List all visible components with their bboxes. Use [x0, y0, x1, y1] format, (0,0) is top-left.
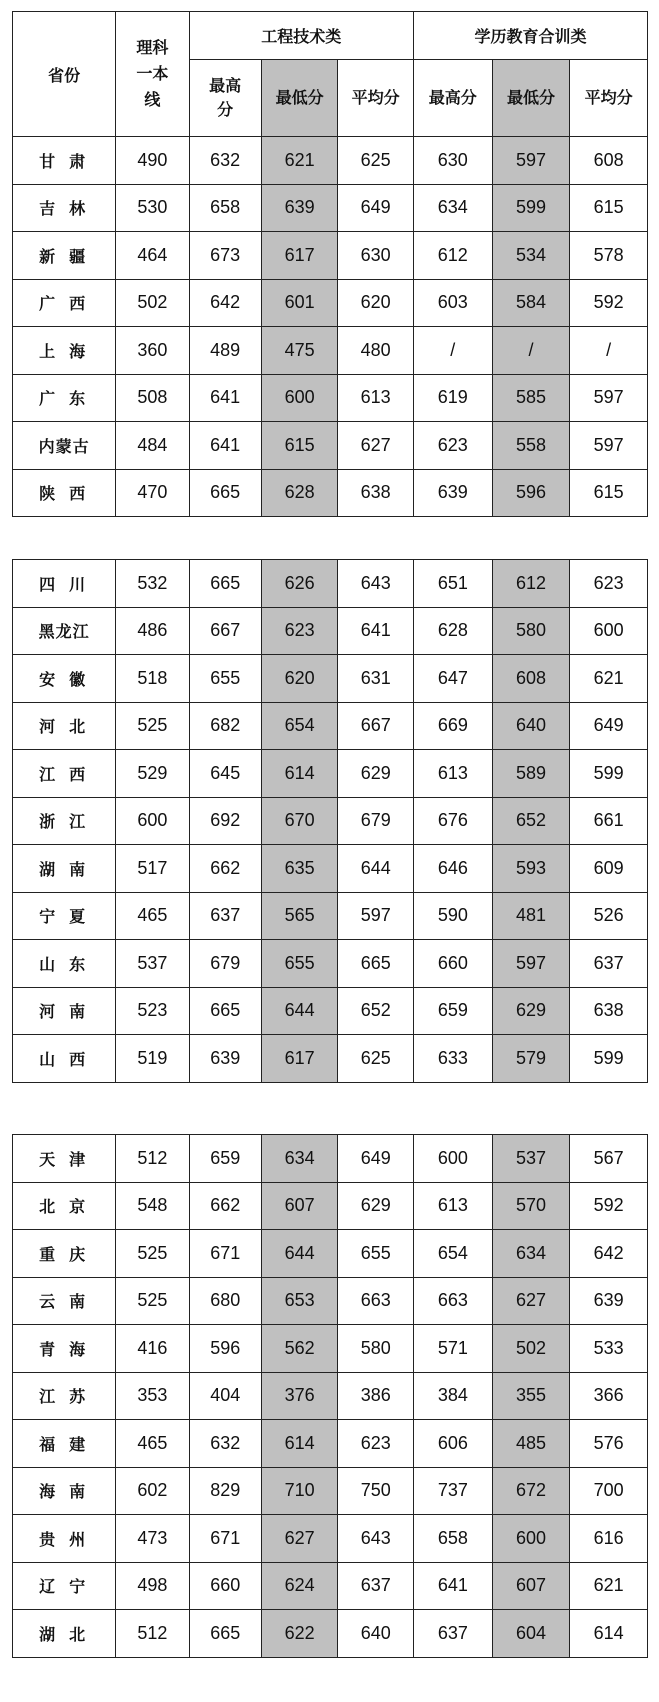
cell-edu-max: 654 [413, 1230, 492, 1278]
table-row [13, 1515, 648, 1563]
cell-eng-avg: 663 [338, 1277, 414, 1325]
score-table-part-3 [12, 1134, 648, 1658]
cell-eng-avg: 597 [338, 892, 414, 940]
cell-eng-avg: 625 [338, 137, 414, 185]
cell-edu-avg: 614 [570, 1610, 648, 1658]
cell-eng-max: 659 [189, 1135, 261, 1183]
cell-edu-min: 596 [492, 469, 570, 517]
cell-edu-max: 384 [413, 1372, 492, 1420]
cell-edu-max: 647 [413, 655, 492, 703]
cell-edu-avg: 623 [570, 560, 648, 608]
cell-eng-max: 596 [189, 1325, 261, 1373]
cell-province: 重庆 [13, 1230, 116, 1278]
cell-eng-max: 632 [189, 1420, 261, 1468]
cell-province: 山西 [13, 1035, 116, 1083]
table-row [13, 422, 648, 470]
cell-edu-min: 593 [492, 845, 570, 893]
cell-eng-min: 617 [261, 1035, 338, 1083]
table-row [13, 137, 648, 185]
cell-edu-avg: 567 [570, 1135, 648, 1183]
table-row [13, 232, 648, 280]
cell-edu-max: 612 [413, 232, 492, 280]
cell-eng-avg: 643 [338, 1515, 414, 1563]
cell-province: 北京 [13, 1182, 116, 1230]
cell-baseline: 525 [116, 1230, 189, 1278]
cell-eng-min: 654 [261, 702, 338, 750]
cell-edu-avg: 599 [570, 750, 648, 798]
table-row [13, 845, 648, 893]
header-edu-min: 最低分 [492, 60, 570, 137]
cell-eng-avg: 643 [338, 560, 414, 608]
cell-edu-avg: 615 [570, 184, 648, 232]
cell-eng-max: 673 [189, 232, 261, 280]
table-row [13, 1610, 648, 1658]
cell-eng-min: 623 [261, 607, 338, 655]
cell-eng-min: 617 [261, 232, 338, 280]
cell-baseline: 512 [116, 1135, 189, 1183]
table-row [13, 1035, 648, 1083]
cell-edu-avg: 661 [570, 797, 648, 845]
cell-eng-min: 601 [261, 279, 338, 327]
cell-edu-max: 630 [413, 137, 492, 185]
table-row [13, 987, 648, 1035]
cell-province: 广东 [13, 374, 116, 422]
cell-province: 辽宁 [13, 1562, 116, 1610]
cell-edu-min: 612 [492, 560, 570, 608]
cell-eng-max: 665 [189, 469, 261, 517]
cell-edu-avg: 576 [570, 1420, 648, 1468]
cell-eng-max: 662 [189, 845, 261, 893]
cell-edu-min: 634 [492, 1230, 570, 1278]
cell-edu-max: 676 [413, 797, 492, 845]
table-row [13, 327, 648, 375]
header-edu-max: 最高分 [413, 60, 492, 137]
cell-eng-avg: 638 [338, 469, 414, 517]
cell-baseline: 353 [116, 1372, 189, 1420]
cell-eng-avg: 641 [338, 607, 414, 655]
cell-eng-max: 682 [189, 702, 261, 750]
cell-eng-avg: 623 [338, 1420, 414, 1468]
cell-eng-max: 641 [189, 422, 261, 470]
cell-eng-max: 404 [189, 1372, 261, 1420]
cell-baseline: 548 [116, 1182, 189, 1230]
cell-province: 湖南 [13, 845, 116, 893]
cell-edu-min: 597 [492, 137, 570, 185]
cell-edu-avg: 639 [570, 1277, 648, 1325]
cell-edu-avg: / [570, 327, 648, 375]
cell-eng-max: 660 [189, 1562, 261, 1610]
cell-eng-avg: 480 [338, 327, 414, 375]
cell-eng-avg: 625 [338, 1035, 414, 1083]
cell-province: 四川 [13, 560, 116, 608]
cell-baseline: 525 [116, 1277, 189, 1325]
cell-edu-min: 672 [492, 1467, 570, 1515]
table-row [13, 797, 648, 845]
cell-edu-avg: 578 [570, 232, 648, 280]
cell-edu-avg: 700 [570, 1467, 648, 1515]
cell-edu-max: 659 [413, 987, 492, 1035]
cell-baseline: 600 [116, 797, 189, 845]
cell-baseline: 537 [116, 940, 189, 988]
cell-eng-avg: 750 [338, 1467, 414, 1515]
table-row [13, 1562, 648, 1610]
cell-edu-min: 589 [492, 750, 570, 798]
cell-edu-max: 646 [413, 845, 492, 893]
cell-eng-avg: 620 [338, 279, 414, 327]
cell-edu-avg: 599 [570, 1035, 648, 1083]
cell-eng-min: 635 [261, 845, 338, 893]
table-row [13, 1372, 648, 1420]
table-row [13, 607, 648, 655]
header-eng-max [189, 60, 261, 137]
cell-eng-avg: 667 [338, 702, 414, 750]
cell-edu-avg: 616 [570, 1515, 648, 1563]
cell-baseline: 464 [116, 232, 189, 280]
score-table-part-1 [12, 11, 648, 517]
cell-edu-min: 485 [492, 1420, 570, 1468]
cell-baseline: 518 [116, 655, 189, 703]
cell-edu-min: 481 [492, 892, 570, 940]
cell-eng-min: 622 [261, 1610, 338, 1658]
cell-baseline: 532 [116, 560, 189, 608]
cell-eng-max: 692 [189, 797, 261, 845]
cell-edu-max: 639 [413, 469, 492, 517]
cell-edu-min: 607 [492, 1562, 570, 1610]
cell-edu-avg: 592 [570, 279, 648, 327]
cell-baseline: 490 [116, 137, 189, 185]
table-row [13, 560, 648, 608]
cell-edu-max: 613 [413, 750, 492, 798]
cell-eng-avg: 679 [338, 797, 414, 845]
cell-eng-min: 634 [261, 1135, 338, 1183]
table-body-part-2 [13, 560, 648, 1083]
cell-eng-max: 829 [189, 1467, 261, 1515]
cell-province: 贵州 [13, 1515, 116, 1563]
cell-edu-min: 537 [492, 1135, 570, 1183]
cell-eng-min: 615 [261, 422, 338, 470]
cell-eng-max: 671 [189, 1230, 261, 1278]
cell-edu-max: 658 [413, 1515, 492, 1563]
cell-eng-max: 637 [189, 892, 261, 940]
cell-baseline: 498 [116, 1562, 189, 1610]
cell-eng-max: 671 [189, 1515, 261, 1563]
cell-eng-min: 670 [261, 797, 338, 845]
cell-edu-max: 663 [413, 1277, 492, 1325]
cell-baseline: 523 [116, 987, 189, 1035]
cell-province: 山东 [13, 940, 116, 988]
cell-baseline: 360 [116, 327, 189, 375]
cell-baseline: 529 [116, 750, 189, 798]
cell-eng-min: 607 [261, 1182, 338, 1230]
table-row [13, 1277, 648, 1325]
cell-edu-min: 608 [492, 655, 570, 703]
cell-edu-max: 600 [413, 1135, 492, 1183]
cell-eng-max: 665 [189, 1610, 261, 1658]
table-row [13, 279, 648, 327]
cell-eng-max: 665 [189, 560, 261, 608]
cell-edu-max: 628 [413, 607, 492, 655]
cell-edu-min: 585 [492, 374, 570, 422]
cell-eng-avg: 665 [338, 940, 414, 988]
cell-province: 安徽 [13, 655, 116, 703]
cell-edu-avg: 366 [570, 1372, 648, 1420]
table-row [13, 184, 648, 232]
header-eng-min: 最低分 [261, 60, 338, 137]
header-eng-avg: 平均分 [338, 60, 414, 137]
cell-edu-max: 619 [413, 374, 492, 422]
cell-eng-min: 627 [261, 1515, 338, 1563]
cell-baseline: 602 [116, 1467, 189, 1515]
cell-eng-avg: 637 [338, 1562, 414, 1610]
cell-province: 浙江 [13, 797, 116, 845]
cell-edu-avg: 526 [570, 892, 648, 940]
cell-edu-min: 502 [492, 1325, 570, 1373]
cell-eng-max: 641 [189, 374, 261, 422]
cell-baseline: 416 [116, 1325, 189, 1373]
cell-eng-min: 614 [261, 750, 338, 798]
cell-baseline: 508 [116, 374, 189, 422]
table-row [13, 702, 648, 750]
cell-eng-min: 614 [261, 1420, 338, 1468]
cell-province: 甘肃 [13, 137, 116, 185]
cell-eng-min: 600 [261, 374, 338, 422]
cell-edu-max: 571 [413, 1325, 492, 1373]
cell-province: 天津 [13, 1135, 116, 1183]
cell-province: 福建 [13, 1420, 116, 1468]
cell-edu-min: 627 [492, 1277, 570, 1325]
cell-edu-max: 737 [413, 1467, 492, 1515]
cell-edu-avg: 642 [570, 1230, 648, 1278]
cell-province: 河北 [13, 702, 116, 750]
cell-eng-min: 653 [261, 1277, 338, 1325]
cell-edu-min: 597 [492, 940, 570, 988]
cell-baseline: 465 [116, 892, 189, 940]
cell-eng-avg: 629 [338, 750, 414, 798]
cell-baseline: 517 [116, 845, 189, 893]
cell-baseline: 465 [116, 1420, 189, 1468]
cell-edu-min: 652 [492, 797, 570, 845]
cell-edu-avg: 608 [570, 137, 648, 185]
cell-province: 宁夏 [13, 892, 116, 940]
cell-edu-min: 584 [492, 279, 570, 327]
cell-edu-avg: 615 [570, 469, 648, 517]
cell-edu-min: 534 [492, 232, 570, 280]
cell-baseline: 470 [116, 469, 189, 517]
cell-eng-avg: 627 [338, 422, 414, 470]
cell-edu-max: 641 [413, 1562, 492, 1610]
cell-edu-avg: 533 [570, 1325, 648, 1373]
cell-edu-avg: 621 [570, 655, 648, 703]
cell-province: 上海 [13, 327, 116, 375]
cell-eng-min: 624 [261, 1562, 338, 1610]
cell-baseline: 484 [116, 422, 189, 470]
cell-edu-avg: 637 [570, 940, 648, 988]
cell-eng-min: 644 [261, 1230, 338, 1278]
table-body-part-1 [13, 137, 648, 517]
cell-eng-avg: 649 [338, 184, 414, 232]
cell-eng-avg: 655 [338, 1230, 414, 1278]
cell-eng-avg: 644 [338, 845, 414, 893]
cell-province: 湖北 [13, 1610, 116, 1658]
cell-eng-min: 562 [261, 1325, 338, 1373]
cell-province: 江西 [13, 750, 116, 798]
cell-province: 广西 [13, 279, 116, 327]
cell-edu-avg: 638 [570, 987, 648, 1035]
cell-eng-min: 621 [261, 137, 338, 185]
table-row [13, 892, 648, 940]
cell-province: 云南 [13, 1277, 116, 1325]
cell-eng-avg: 386 [338, 1372, 414, 1420]
table-row [13, 1420, 648, 1468]
header-baseline [116, 12, 189, 137]
cell-edu-avg: 597 [570, 422, 648, 470]
cell-edu-avg: 621 [570, 1562, 648, 1610]
table-row [13, 1230, 648, 1278]
cell-eng-max: 680 [189, 1277, 261, 1325]
cell-edu-avg: 592 [570, 1182, 648, 1230]
cell-edu-min: 355 [492, 1372, 570, 1420]
table-row [13, 469, 648, 517]
cell-eng-max: 665 [189, 987, 261, 1035]
cell-province: 青海 [13, 1325, 116, 1373]
cell-edu-avg: 649 [570, 702, 648, 750]
cell-province: 吉林 [13, 184, 116, 232]
cell-edu-min: 629 [492, 987, 570, 1035]
cell-baseline: 530 [116, 184, 189, 232]
cell-eng-max: 632 [189, 137, 261, 185]
cell-province: 江苏 [13, 1372, 116, 1420]
cell-baseline: 473 [116, 1515, 189, 1563]
cell-province: 陕西 [13, 469, 116, 517]
cell-eng-avg: 649 [338, 1135, 414, 1183]
cell-eng-max: 655 [189, 655, 261, 703]
cell-edu-min: / [492, 327, 570, 375]
header-group-education: 学历教育合训类 [413, 12, 647, 60]
cell-eng-max: 639 [189, 1035, 261, 1083]
cell-edu-max: 623 [413, 422, 492, 470]
cell-edu-max: 613 [413, 1182, 492, 1230]
cell-edu-max: 637 [413, 1610, 492, 1658]
table-body-part-3 [13, 1135, 648, 1658]
cell-edu-min: 599 [492, 184, 570, 232]
cell-eng-avg: 640 [338, 1610, 414, 1658]
cell-edu-min: 604 [492, 1610, 570, 1658]
cell-eng-min: 475 [261, 327, 338, 375]
cell-baseline: 512 [116, 1610, 189, 1658]
cell-eng-max: 662 [189, 1182, 261, 1230]
header-eng-max-text: 最高分 [209, 76, 242, 119]
cell-eng-min: 628 [261, 469, 338, 517]
table-row [13, 655, 648, 703]
table-row [13, 1182, 648, 1230]
cell-province: 黑龙江 [13, 607, 116, 655]
header-baseline-text: 理科一本线 [136, 38, 169, 109]
header-province: 省份 [13, 12, 116, 137]
cell-province: 河南 [13, 987, 116, 1035]
cell-baseline: 519 [116, 1035, 189, 1083]
cell-province: 新疆 [13, 232, 116, 280]
cell-edu-min: 580 [492, 607, 570, 655]
cell-eng-max: 679 [189, 940, 261, 988]
cell-edu-max: 634 [413, 184, 492, 232]
cell-edu-min: 570 [492, 1182, 570, 1230]
cell-eng-max: 658 [189, 184, 261, 232]
cell-eng-avg: 629 [338, 1182, 414, 1230]
header-edu-avg: 平均分 [570, 60, 648, 137]
table-row [13, 940, 648, 988]
cell-edu-max: 660 [413, 940, 492, 988]
table-row [13, 374, 648, 422]
table-row [13, 750, 648, 798]
table-row [13, 1135, 648, 1183]
cell-edu-min: 640 [492, 702, 570, 750]
cell-edu-avg: 609 [570, 845, 648, 893]
cell-eng-avg: 580 [338, 1325, 414, 1373]
cell-edu-avg: 600 [570, 607, 648, 655]
cell-eng-max: 667 [189, 607, 261, 655]
cell-edu-max: 590 [413, 892, 492, 940]
cell-edu-min: 558 [492, 422, 570, 470]
cell-baseline: 525 [116, 702, 189, 750]
cell-eng-min: 644 [261, 987, 338, 1035]
cell-eng-min: 376 [261, 1372, 338, 1420]
score-table-part-2 [12, 559, 648, 1083]
cell-baseline: 486 [116, 607, 189, 655]
cell-edu-max: 606 [413, 1420, 492, 1468]
cell-eng-max: 645 [189, 750, 261, 798]
cell-eng-min: 565 [261, 892, 338, 940]
table-row [13, 1325, 648, 1373]
cell-eng-avg: 631 [338, 655, 414, 703]
cell-edu-max: 633 [413, 1035, 492, 1083]
cell-eng-max: 642 [189, 279, 261, 327]
cell-edu-max: 603 [413, 279, 492, 327]
cell-edu-min: 600 [492, 1515, 570, 1563]
cell-edu-max: 669 [413, 702, 492, 750]
cell-edu-min: 579 [492, 1035, 570, 1083]
table-row [13, 1467, 648, 1515]
cell-province: 海南 [13, 1467, 116, 1515]
cell-edu-max: / [413, 327, 492, 375]
cell-eng-min: 626 [261, 560, 338, 608]
cell-edu-max: 651 [413, 560, 492, 608]
cell-eng-min: 639 [261, 184, 338, 232]
cell-province: 内蒙古 [13, 422, 116, 470]
cell-eng-avg: 652 [338, 987, 414, 1035]
header-group-engineering: 工程技术类 [189, 12, 413, 60]
cell-eng-min: 620 [261, 655, 338, 703]
cell-edu-avg: 597 [570, 374, 648, 422]
cell-baseline: 502 [116, 279, 189, 327]
cell-eng-min: 710 [261, 1467, 338, 1515]
cell-eng-min: 655 [261, 940, 338, 988]
cell-eng-avg: 630 [338, 232, 414, 280]
cell-eng-max: 489 [189, 327, 261, 375]
cell-eng-avg: 613 [338, 374, 414, 422]
